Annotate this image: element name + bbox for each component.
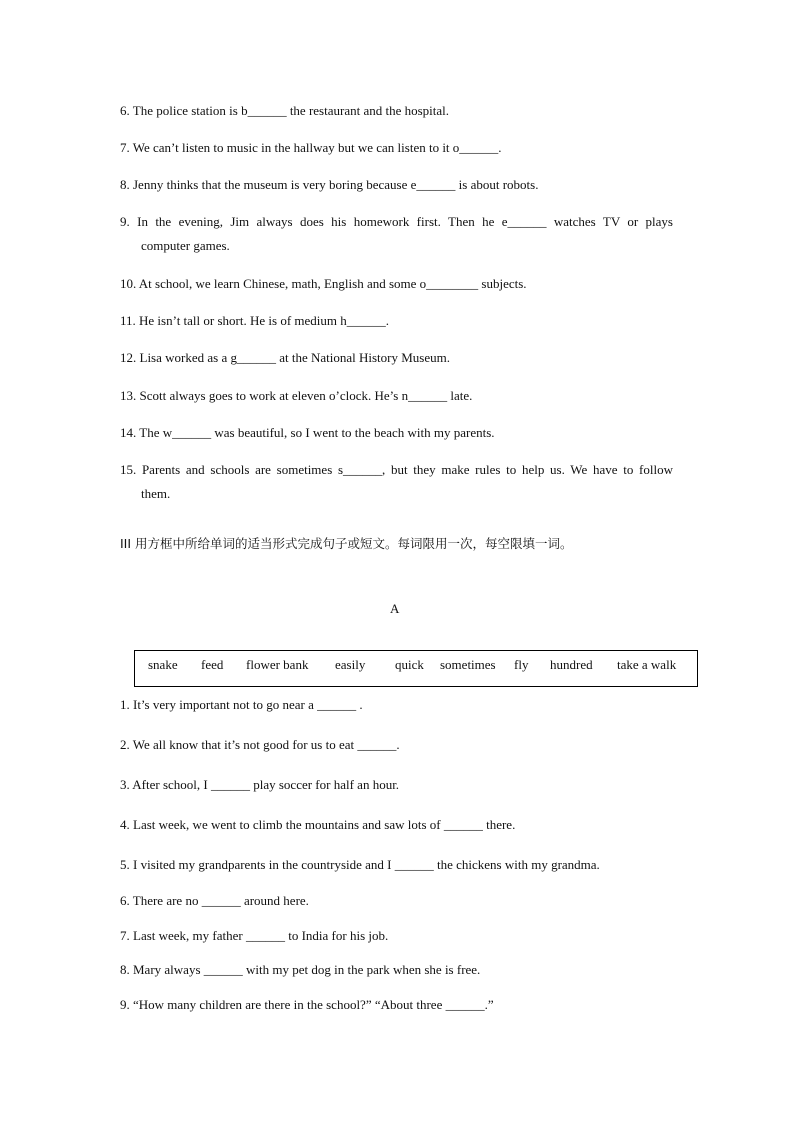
word-box-item: snake [148, 657, 178, 672]
fill-item-9: 9. “How many children are there in the school?” “About three ______.” [120, 997, 494, 1012]
question-7: 7. We can’t listen to music in the hallway but we can listen to it o______. [120, 140, 502, 155]
fill-item-3: 3. After school, I ______ play soccer for half an hour. [120, 777, 400, 792]
question-9-continuation: computer games. [141, 238, 230, 253]
question-11: 11. He isn’t tall or short. He is of medium h______. [120, 313, 390, 328]
question-12: 12. Lisa worked as a g______ at the National History Museum. [120, 350, 450, 365]
passage-label: A [390, 601, 400, 616]
question-14: 14. The w______ was beautiful, so I went to the beach with my parents. [120, 425, 495, 440]
word-box-item: quick [395, 657, 424, 672]
question-10: 10. At school, we learn Chinese, math, English and some o________ subjects. [120, 276, 527, 291]
fill-item-2: 2. We all know that it’s not good for us to eat ______. [120, 737, 400, 752]
question-6: 6. The police station is b______ the restaurant and the hospital. [120, 103, 450, 118]
word-box-item: flower bank [246, 657, 309, 672]
fill-item-1: 1. It’s very important not to go near a ______ . [120, 697, 363, 712]
word-box-item: fly [514, 657, 529, 672]
fill-item-8: 8. Mary always ______ with my pet dog in the park when she is free. [120, 962, 481, 977]
fill-item-5: 5. I visited my grandparents in the countryside and I ______ the chickens with my grandma. [120, 857, 600, 872]
word-box-item: take a walk [617, 657, 677, 672]
question-9: 9. In the evening, Jim always does his homework first. Then he e______ watches TV or plays [120, 214, 673, 229]
question-13: 13. Scott always goes to work at eleven o’clock. He’s n______ late. [120, 388, 473, 403]
fill-item-6: 6. There are no ______ around here. [120, 893, 309, 908]
word-box [134, 650, 698, 687]
section-heading: III 用方框中所给单词的适当形式完成句子或短文。每词限用一次，每空限填一词。 [120, 536, 573, 551]
fill-item-4: 4. Last week, we went to climb the mountains and saw lots of ______ there. [120, 817, 516, 832]
question-15-continuation: them. [141, 486, 171, 501]
word-box-item: feed [201, 657, 224, 672]
question-15: 15. Parents and schools are sometimes s______, but they make rules to help us. We have to follow [120, 462, 673, 477]
word-box-item: sometimes [440, 657, 496, 672]
fill-item-7: 7. Last week, my father ______ to India for his job. [120, 928, 389, 943]
word-box-item: hundred [550, 657, 593, 672]
word-box-item: easily [335, 657, 366, 672]
question-8: 8. Jenny thinks that the museum is very boring because e______ is about robots. [120, 177, 539, 192]
